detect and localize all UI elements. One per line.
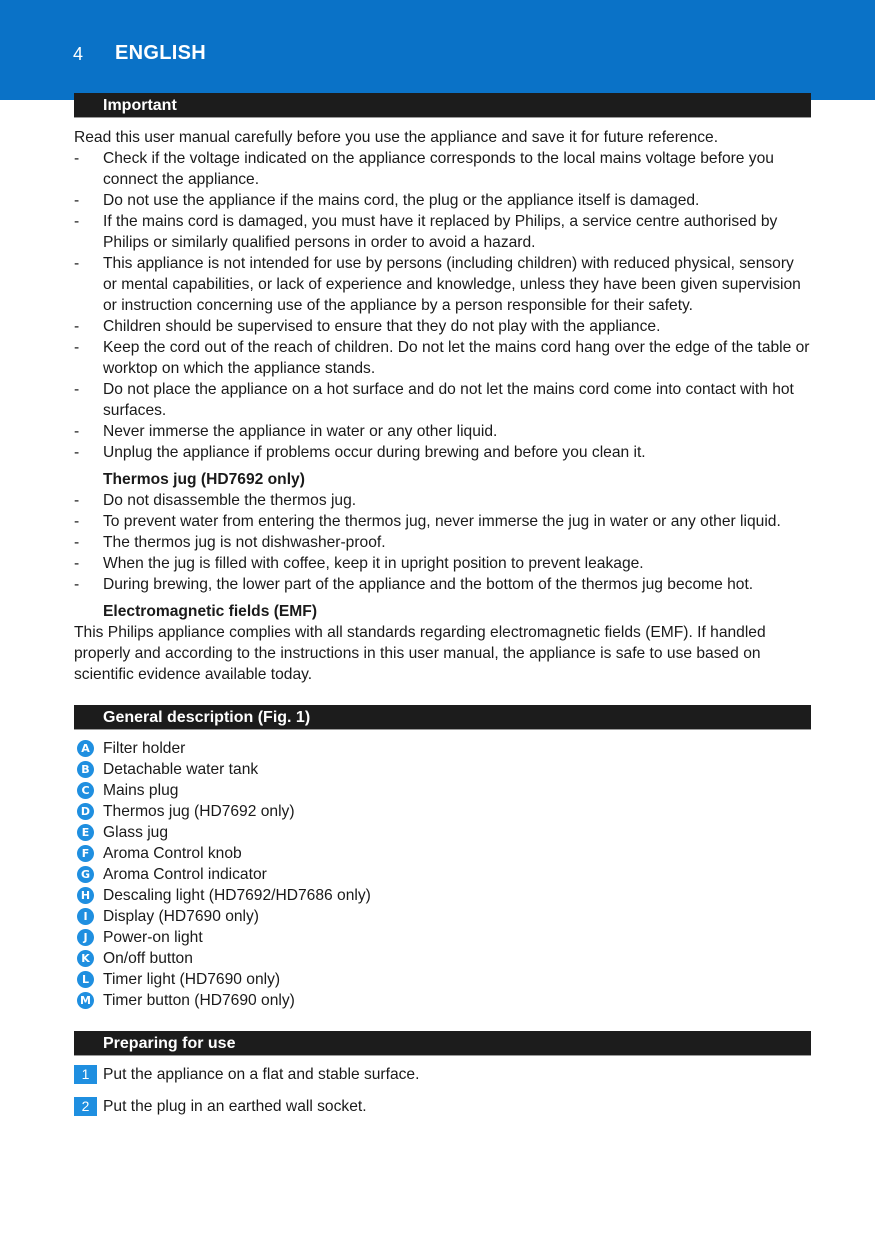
dash-marker: - bbox=[74, 318, 80, 335]
page-header-band bbox=[0, 0, 875, 100]
list-item-text: This appliance is not intended for use by persons (including children) with reduced physical, sensory or mental capabilities, or lack of experience and knowledge, unless they have been given supervision or instruction concerning use of the appliance by a person responsible for their safety. bbox=[103, 255, 801, 314]
dash-marker: - bbox=[74, 534, 80, 551]
dash-marker: - bbox=[74, 555, 80, 572]
section-title: Preparing for use bbox=[103, 1035, 236, 1052]
dash-marker: - bbox=[74, 339, 80, 356]
page-content bbox=[74, 93, 811, 1117]
list-item-text: The thermos jug is not dishwasher-proof. bbox=[103, 534, 386, 551]
list-item-text: Children should be supervised to ensure that they do not play with the appliance. bbox=[103, 318, 661, 335]
part-item bbox=[74, 990, 811, 1011]
dash-marker: - bbox=[74, 213, 80, 230]
emf-subheading: Electromagnetic fields (EMF) bbox=[103, 603, 318, 620]
part-item bbox=[74, 843, 811, 864]
letter-badge-icon: L bbox=[77, 971, 94, 988]
part-label: Power-on light bbox=[103, 929, 203, 946]
thermos-subheading: Thermos jug (HD7692 only) bbox=[103, 471, 305, 488]
letter-badge-icon: H bbox=[77, 887, 94, 904]
part-item bbox=[74, 906, 811, 927]
step-item bbox=[74, 1096, 811, 1117]
page-number: 4 bbox=[73, 44, 84, 64]
step-text: Put the appliance on a flat and stable surface. bbox=[103, 1066, 420, 1083]
parts-list bbox=[74, 738, 811, 1011]
list-item bbox=[74, 574, 811, 595]
part-label: Glass jug bbox=[103, 824, 169, 841]
list-item-text: Check if the voltage indicated on the appliance corresponds to the local mains voltage before you connect the appliance. bbox=[103, 150, 774, 188]
list-item bbox=[74, 148, 811, 190]
list-item bbox=[74, 190, 811, 211]
step-item bbox=[74, 1064, 811, 1085]
list-item bbox=[74, 316, 811, 337]
intro-paragraph: Read this user manual carefully before you use the appliance and save it for future reference. bbox=[74, 129, 719, 146]
list-item bbox=[74, 421, 811, 442]
section-title: General description (Fig. 1) bbox=[103, 709, 311, 726]
list-item bbox=[74, 211, 811, 253]
list-item bbox=[74, 379, 811, 421]
section-header-important bbox=[74, 93, 811, 118]
letter-badge-icon: J bbox=[77, 929, 94, 946]
list-item bbox=[74, 253, 811, 316]
list-item-text: Never immerse the appliance in water or any other liquid. bbox=[103, 423, 498, 440]
part-label: Detachable water tank bbox=[103, 761, 259, 778]
list-item-text: Do not use the appliance if the mains cord, the plug or the appliance itself is damaged. bbox=[103, 192, 700, 209]
step-number-badge: 1 bbox=[74, 1065, 97, 1084]
list-item bbox=[74, 442, 811, 463]
list-item bbox=[74, 532, 811, 553]
part-label: Timer button (HD7690 only) bbox=[103, 992, 295, 1009]
emf-paragraph: This Philips appliance complies with all standards regarding electromagnetic fields (EMF). If handled properly and according to the instructions in this user manual, the appliance is safe to use based on scientific evidence available today. bbox=[74, 624, 766, 683]
part-label: Display (HD7690 only) bbox=[103, 908, 259, 925]
thermos-bullet-list bbox=[74, 490, 811, 595]
list-item bbox=[74, 553, 811, 574]
list-item-text: During brewing, the lower part of the appliance and the bottom of the thermos jug become hot. bbox=[103, 576, 754, 593]
part-item bbox=[74, 759, 811, 780]
letter-badge-icon: G bbox=[77, 866, 94, 883]
list-item-text: When the jug is filled with coffee, keep it in upright position to prevent leakage. bbox=[103, 555, 644, 572]
letter-badge-icon: B bbox=[77, 761, 94, 778]
letter-badge-icon: I bbox=[77, 908, 94, 925]
section-title: Important bbox=[103, 97, 177, 114]
dash-marker: - bbox=[74, 192, 80, 209]
step-number-badge: 2 bbox=[74, 1097, 97, 1116]
part-label: Aroma Control indicator bbox=[103, 866, 267, 883]
letter-badge-icon: D bbox=[77, 803, 94, 820]
letter-badge-icon: A bbox=[77, 740, 94, 757]
section-header-general-description bbox=[74, 705, 811, 730]
letter-badge-icon: E bbox=[77, 824, 94, 841]
list-item-text: To prevent water from entering the thermos jug, never immerse the jug in water or any other liquid. bbox=[103, 513, 781, 530]
dash-marker: - bbox=[74, 150, 80, 167]
letter-badge-icon: K bbox=[77, 950, 94, 967]
letter-badge-icon: C bbox=[77, 782, 94, 799]
dash-marker: - bbox=[74, 513, 80, 530]
part-item bbox=[74, 738, 811, 759]
language-title: ENGLISH bbox=[115, 42, 206, 64]
important-bullet-list bbox=[74, 148, 811, 463]
part-label: Filter holder bbox=[103, 740, 186, 757]
list-item bbox=[74, 490, 811, 511]
part-item bbox=[74, 801, 811, 822]
part-item bbox=[74, 822, 811, 843]
part-label: Mains plug bbox=[103, 782, 179, 799]
list-item-text: Do not place the appliance on a hot surface and do not let the mains cord come into contact with hot surfaces. bbox=[103, 381, 794, 419]
list-item bbox=[74, 511, 811, 532]
list-item-text: Do not disassemble the thermos jug. bbox=[103, 492, 357, 509]
list-item-text: If the mains cord is damaged, you must have it replaced by Philips, a service centre authorised by Philips or similarly qualified persons in order to avoid a hazard. bbox=[103, 213, 778, 251]
part-item bbox=[74, 948, 811, 969]
dash-marker: - bbox=[74, 576, 80, 593]
part-item bbox=[74, 927, 811, 948]
dash-marker: - bbox=[74, 255, 80, 272]
part-item bbox=[74, 885, 811, 906]
part-label: Descaling light (HD7692/HD7686 only) bbox=[103, 887, 371, 904]
part-label: Timer light (HD7690 only) bbox=[103, 971, 281, 988]
part-label: Aroma Control knob bbox=[103, 845, 242, 862]
list-item bbox=[74, 337, 811, 379]
letter-badge-icon: M bbox=[77, 992, 94, 1009]
important-body bbox=[74, 127, 811, 685]
dash-marker: - bbox=[74, 423, 80, 440]
dash-marker: - bbox=[74, 444, 80, 461]
list-item-text: Keep the cord out of the reach of children. Do not let the mains cord hang over the edge of the table or worktop on which the appliance stands. bbox=[103, 339, 810, 377]
part-item bbox=[74, 864, 811, 885]
dash-marker: - bbox=[74, 381, 80, 398]
letter-badge-icon: F bbox=[77, 845, 94, 862]
part-item bbox=[74, 969, 811, 990]
list-item-text: Unplug the appliance if problems occur during brewing and before you clean it. bbox=[103, 444, 646, 461]
step-text: Put the plug in an earthed wall socket. bbox=[103, 1098, 367, 1115]
part-label: Thermos jug (HD7692 only) bbox=[103, 803, 295, 820]
part-item bbox=[74, 780, 811, 801]
dash-marker: - bbox=[74, 492, 80, 509]
part-label: On/off button bbox=[103, 950, 193, 967]
section-header-preparing bbox=[74, 1031, 811, 1056]
